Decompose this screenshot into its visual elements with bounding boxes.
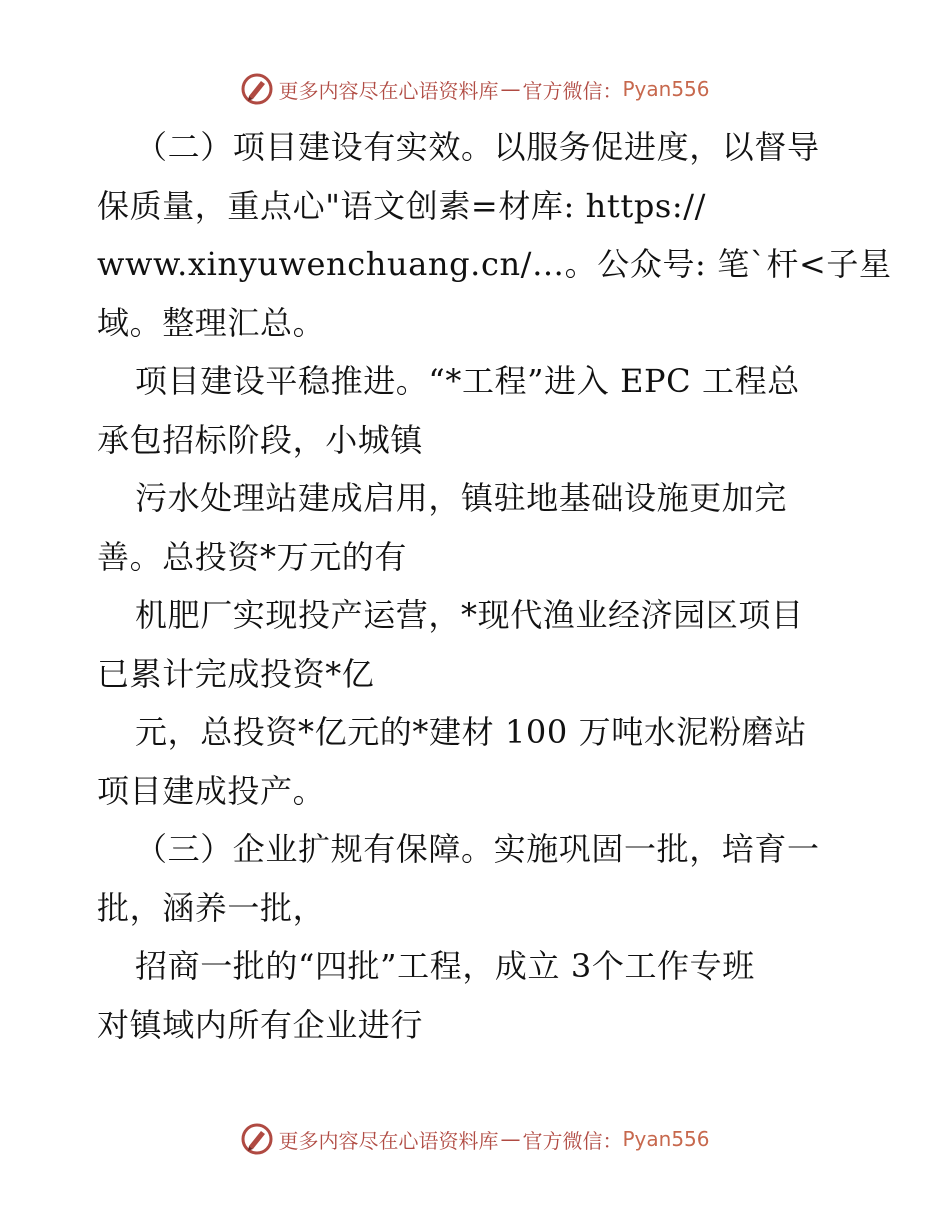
watermark-wechat-label: 官方微信： [522, 78, 623, 103]
brush-logo-icon [240, 1122, 274, 1156]
watermark-wechat-label: 官方微信： [522, 1128, 623, 1153]
text-line: 项目建成投产。 [97, 771, 326, 810]
text-line: 污水处理站建成启用，镇驻地基础设施更加完 [135, 479, 788, 517]
watermark-dash: — [500, 77, 521, 101]
text-line: 已累计完成投资*亿 [97, 654, 375, 693]
text-line: 机肥厂实现投产运营，*现代渔业经济园区项目 [135, 596, 804, 634]
text-line: 元，总投资*亿元的*建材 100 万吨水泥粉磨站 [135, 713, 807, 751]
text-line: 招商一批的“四批”工程，成立 3个工作专班 [135, 947, 755, 985]
footer-watermark [0, 1122, 950, 1156]
watermark-wechat-id: Pyan556 [622, 1127, 710, 1151]
document-body [97, 118, 892, 1054]
text-line: 对镇域内所有企业进行 [97, 1005, 424, 1044]
text-line: 善。总投资*万元的有 [97, 537, 408, 576]
text-line: 域。整理汇总。 [97, 303, 326, 342]
text-line: 批，涵养一批， [97, 888, 326, 927]
text-line: www.xinyuwenchuang.cn/…。公众号: 笔`杆<子星 [97, 245, 892, 283]
watermark-wechat-id: Pyan556 [622, 77, 710, 101]
text-line: （二）项目建设有实效。以服务促进度，以督导 [135, 128, 820, 166]
brush-logo-icon [240, 72, 274, 106]
watermark-dash: — [500, 1127, 521, 1151]
text-line: 项目建设平稳推进。“*工程”进入 EPC 工程总 [135, 362, 800, 400]
watermark-text: 更多内容尽在心语资料库 [278, 78, 499, 103]
text-line: （三）企业扩规有保障。实施巩固一批，培育一 [135, 830, 820, 868]
watermark-text: 更多内容尽在心语资料库 [278, 1128, 499, 1153]
text-line: 承包招标阶段，小城镇 [97, 420, 424, 459]
header-watermark [0, 72, 950, 106]
text-line: 保质量，重点心"语文创素=材库: https:// [97, 186, 707, 225]
